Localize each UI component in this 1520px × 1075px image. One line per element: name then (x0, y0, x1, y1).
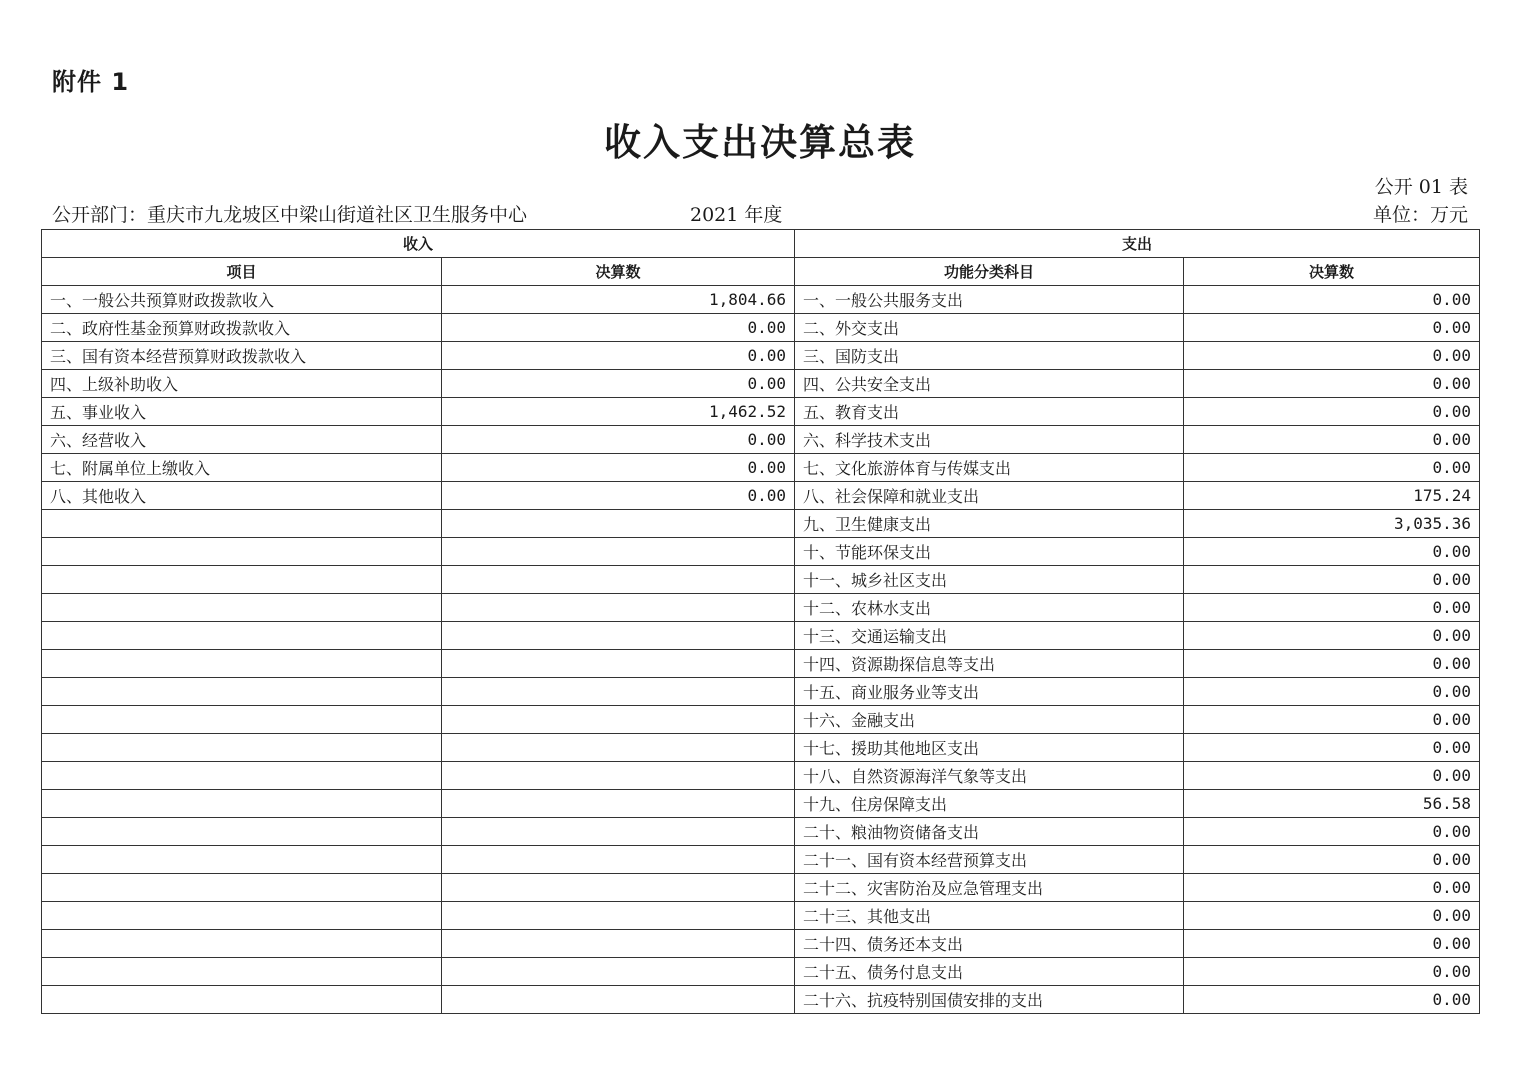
table-row (42, 594, 1480, 622)
table-row (42, 650, 1480, 678)
expense-item-cell: 六、科学技术支出 (795, 426, 1184, 454)
expense-item-cell: 二、外交支出 (795, 314, 1184, 342)
expense-amount-cell: 0.00 (1184, 958, 1480, 986)
expense-item-cell: 五、教育支出 (795, 398, 1184, 426)
expense-item-cell: 九、卫生健康支出 (795, 510, 1184, 538)
expense-amount-cell: 0.00 (1184, 734, 1480, 762)
expense-item-cell: 二十五、债务付息支出 (795, 958, 1184, 986)
income-item-cell (42, 986, 442, 1014)
table-row (42, 846, 1480, 874)
attachment-label: 附件 1 (52, 68, 130, 96)
income-section-header: 收入 (42, 230, 795, 258)
expense-amount-cell: 0.00 (1184, 594, 1480, 622)
expense-amount-cell: 3,035.36 (1184, 510, 1480, 538)
expense-amount-cell: 0.00 (1184, 538, 1480, 566)
expense-amount-cell: 56.58 (1184, 790, 1480, 818)
income-item-cell (42, 622, 442, 650)
income-amount-cell (442, 678, 795, 706)
expense-amount-cell: 0.00 (1184, 650, 1480, 678)
expense-amount-cell: 175.24 (1184, 482, 1480, 510)
table-body (42, 286, 1480, 1014)
expense-item-cell: 二十一、国有资本经营预算支出 (795, 846, 1184, 874)
income-item-cell (42, 902, 442, 930)
table-row (42, 454, 1480, 482)
income-amount-cell: 0.00 (442, 482, 795, 510)
income-item-cell (42, 706, 442, 734)
table-row (42, 790, 1480, 818)
income-item-cell (42, 734, 442, 762)
income-amount-cell (442, 874, 795, 902)
page-title: 收入支出决算总表 (604, 120, 916, 164)
income-amount-cell (442, 902, 795, 930)
expense-amount-cell: 0.00 (1184, 622, 1480, 650)
expense-item-cell: 十一、城乡社区支出 (795, 566, 1184, 594)
income-amount-cell (442, 818, 795, 846)
income-item-cell: 七、附属单位上缴收入 (42, 454, 442, 482)
table-number: 公开 01 表 (1374, 176, 1468, 198)
table-row (42, 286, 1480, 314)
department-label: 公开部门：重庆市九龙坡区中梁山街道社区卫生服务中心 (52, 204, 528, 226)
expense-amount-cell: 0.00 (1184, 706, 1480, 734)
income-item-cell (42, 538, 442, 566)
expense-item-cell: 十三、交通运输支出 (795, 622, 1184, 650)
income-item-cell: 八、其他收入 (42, 482, 442, 510)
income-amount-cell (442, 510, 795, 538)
expense-item-cell: 十八、自然资源海洋气象等支出 (795, 762, 1184, 790)
table-row (42, 902, 1480, 930)
income-item-cell: 二、政府性基金预算财政拨款收入 (42, 314, 442, 342)
income-item-cell (42, 510, 442, 538)
table-row (42, 510, 1480, 538)
expense-amount-cell: 0.00 (1184, 314, 1480, 342)
income-item-cell: 六、经营收入 (42, 426, 442, 454)
expense-item-cell: 十二、农林水支出 (795, 594, 1184, 622)
expense-item-cell: 七、文化旅游体育与传媒支出 (795, 454, 1184, 482)
income-amount-cell (442, 734, 795, 762)
income-amount-column-header: 决算数 (442, 258, 795, 286)
expense-item-cell: 八、社会保障和就业支出 (795, 482, 1184, 510)
income-item-cell (42, 566, 442, 594)
expense-item-cell: 十四、资源勘探信息等支出 (795, 650, 1184, 678)
income-amount-cell: 0.00 (442, 426, 795, 454)
table-row (42, 482, 1480, 510)
table-row (42, 930, 1480, 958)
income-amount-cell (442, 846, 795, 874)
expense-amount-cell: 0.00 (1184, 286, 1480, 314)
expense-item-cell: 十九、住房保障支出 (795, 790, 1184, 818)
income-amount-cell (442, 594, 795, 622)
income-amount-cell (442, 706, 795, 734)
expense-item-cell: 十、节能环保支出 (795, 538, 1184, 566)
income-item-cell: 四、上级补助收入 (42, 370, 442, 398)
table-row (42, 370, 1480, 398)
income-item-cell (42, 874, 442, 902)
income-item-cell: 三、国有资本经营预算财政拨款收入 (42, 342, 442, 370)
expense-amount-cell: 0.00 (1184, 454, 1480, 482)
table-row (42, 426, 1480, 454)
expense-amount-cell: 0.00 (1184, 342, 1480, 370)
income-item-cell (42, 594, 442, 622)
income-amount-cell (442, 986, 795, 1014)
income-item-cell: 一、一般公共预算财政拨款收入 (42, 286, 442, 314)
income-amount-cell (442, 930, 795, 958)
expense-item-cell: 二十二、灾害防治及应急管理支出 (795, 874, 1184, 902)
income-item-cell: 五、事业收入 (42, 398, 442, 426)
expense-amount-cell: 0.00 (1184, 874, 1480, 902)
expense-amount-cell: 0.00 (1184, 426, 1480, 454)
table-row (42, 958, 1480, 986)
table-row (42, 678, 1480, 706)
expense-amount-cell: 0.00 (1184, 398, 1480, 426)
income-item-cell (42, 678, 442, 706)
income-amount-cell: 0.00 (442, 454, 795, 482)
income-item-cell (42, 930, 442, 958)
table-row (42, 818, 1480, 846)
income-item-cell (42, 790, 442, 818)
table-row (42, 538, 1480, 566)
table-row (42, 398, 1480, 426)
expense-amount-cell: 0.00 (1184, 930, 1480, 958)
function-class-column-header: 功能分类科目 (795, 258, 1184, 286)
income-amount-cell: 0.00 (442, 314, 795, 342)
income-amount-cell (442, 622, 795, 650)
table-row (42, 874, 1480, 902)
income-amount-cell (442, 958, 795, 986)
expense-section-header: 支出 (795, 230, 1480, 258)
income-amount-cell: 0.00 (442, 342, 795, 370)
expense-amount-cell: 0.00 (1184, 846, 1480, 874)
income-item-cell (42, 958, 442, 986)
expense-amount-cell: 0.00 (1184, 762, 1480, 790)
income-item-cell (42, 650, 442, 678)
table-row (42, 314, 1480, 342)
expense-amount-cell: 0.00 (1184, 818, 1480, 846)
expense-item-cell: 一、一般公共服务支出 (795, 286, 1184, 314)
expense-item-cell: 十五、商业服务业等支出 (795, 678, 1184, 706)
column-header-row (42, 258, 1480, 286)
expense-amount-cell: 0.00 (1184, 566, 1480, 594)
expense-item-cell: 二十三、其他支出 (795, 902, 1184, 930)
income-amount-cell (442, 790, 795, 818)
income-amount-cell (442, 538, 795, 566)
expense-amount-cell: 0.00 (1184, 986, 1480, 1014)
expense-item-cell: 四、公共安全支出 (795, 370, 1184, 398)
income-amount-cell (442, 762, 795, 790)
table-row (42, 734, 1480, 762)
table-row (42, 762, 1480, 790)
expense-amount-cell: 0.00 (1184, 370, 1480, 398)
item-column-header: 项目 (42, 258, 442, 286)
expense-item-cell: 三、国防支出 (795, 342, 1184, 370)
unit-label: 单位：万元 (1372, 204, 1468, 226)
table-row (42, 342, 1480, 370)
table-row (42, 566, 1480, 594)
expense-amount-column-header: 决算数 (1184, 258, 1480, 286)
income-item-cell (42, 846, 442, 874)
income-expense-table (41, 229, 1480, 1014)
table-row (42, 706, 1480, 734)
table-row (42, 986, 1480, 1014)
income-amount-cell (442, 566, 795, 594)
expense-item-cell: 二十六、抗疫特别国债安排的支出 (795, 986, 1184, 1014)
table-row (42, 622, 1480, 650)
section-header-row (42, 230, 1480, 258)
fiscal-year: 2021 年度 (690, 204, 783, 226)
income-item-cell (42, 818, 442, 846)
expense-item-cell: 十七、援助其他地区支出 (795, 734, 1184, 762)
expense-amount-cell: 0.00 (1184, 678, 1480, 706)
income-amount-cell: 1,804.66 (442, 286, 795, 314)
income-amount-cell: 1,462.52 (442, 398, 795, 426)
expense-item-cell: 十六、金融支出 (795, 706, 1184, 734)
expense-item-cell: 二十四、债务还本支出 (795, 930, 1184, 958)
income-amount-cell: 0.00 (442, 370, 795, 398)
expense-amount-cell: 0.00 (1184, 902, 1480, 930)
income-item-cell (42, 762, 442, 790)
expense-item-cell: 二十、粮油物资储备支出 (795, 818, 1184, 846)
income-amount-cell (442, 650, 795, 678)
